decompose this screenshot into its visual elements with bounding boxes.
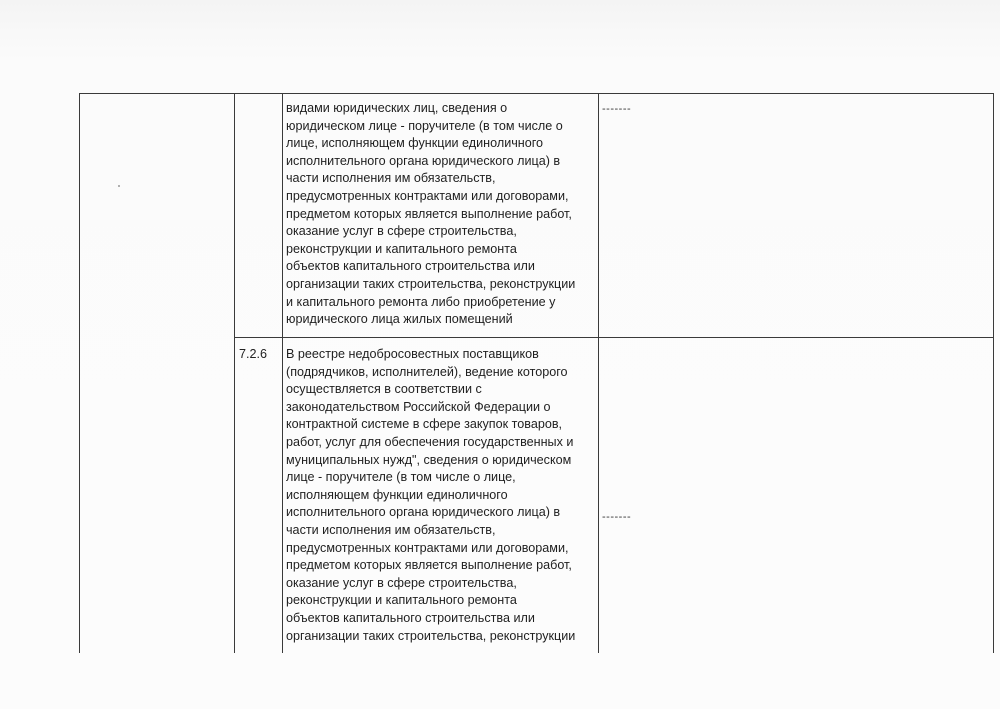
column-divider-2: [282, 94, 283, 653]
table-row-1-value: -------: [602, 103, 632, 115]
table-row-2-number: 7.2.6: [239, 347, 268, 361]
requirements-table: [79, 93, 994, 653]
table-row-2-value: -------: [602, 511, 632, 523]
column-divider-3: [598, 94, 599, 653]
table-row-1-text: видами юридических лиц, сведения о юридическом лице - поручителе (в том числе о лице, исполняющем функции единоличного исполнительного органа юридического лица) в части исполнения им обязательств, предусмотренных контрактами или договорами, предметом которых является выполнение работ, оказание услуг в сфере строительства, реконструкции и капитального ремонта объектов капитального строительства или организации таких строительства, реконструкции и капитального ремонта либо приобретение у юридического лица жилых помещений: [286, 101, 576, 327]
column-divider-1: [234, 94, 235, 653]
table-row-2-text: В реестре недобросовестных поставщиков (подрядчиков, исполнителей), ведение которого осуществляется в соответствии с законодательством Российской Федерации о контрактной системе в сфере закупок товаров, работ, услуг для обеспечения государственных и муниципальных нужд", сведения о юридическом лице - поручителе (в том числе о лице, исполняющем функции единоличного исполнительного органа юридического лица) в части исполнения им обязательств, предусмотренных контрактами или договорами, предметом которых является выполнение работ, оказание услуг в сфере строительства, реконструкции и капитального ремонта объектов капитального строительства или организации таких строительства, реконструкции: [286, 347, 576, 643]
row-divider: [234, 337, 993, 338]
